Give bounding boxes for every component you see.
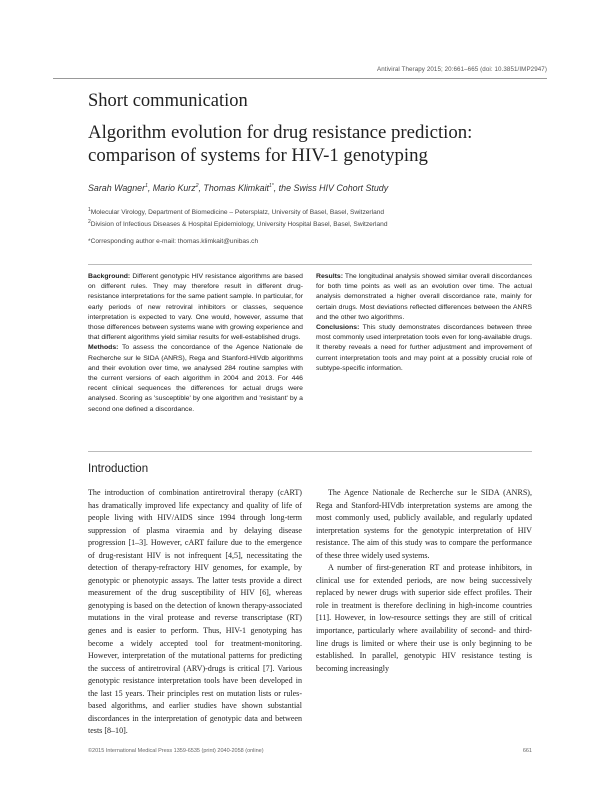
body-paragraph: A number of first-generation RT and protease inhibitors, in clinical use for extended periods, are now being successively replaced by newer drugs with superior side effect profiles. Their role in treatment is therefore declining in high-income countries [11]. However, in low-resource settings they are still of critical importance, particularly where availability of second- and third-line drugs is limited or where their use is only beginning to be established. In parallel, genotypic HIV resistance testing is becoming increasingly [316,563,532,673]
body-column-left [88,487,302,738]
author-name: , Mario Kurz [147,183,196,193]
page-footer [88,748,532,754]
abstract-conclusions: Conclusions: This study demonstrates discordances between three most commonly used interpretation tools even for long-available drugs. It thereby reveals a need for further adjustment and improvement of current interpretation tools and may point at a possibly crucial role of subtype-specific information. [316,324,532,372]
author-name: Sarah Wagner [88,183,146,193]
body-paragraph: The Agence Nationale de Recherche sur le SIDA (ANRS), Rega and Stanford-HIVdb interpretation systems are among the most commonly used, publicly available, and regularly updated interpretation systems for the genotypic interpretation of HIV resistance. The aim of this study was to compare the performance of these three widely used systems. [316,488,532,560]
body-paragraph: The introduction of combination antiretroviral therapy (cART) has dramatically improved life expectancy and quality of life of people living with HIV/AIDS since 1994 through long-term suppression of plasma viraemia and by delaying disease progression [1–3]. However, cART failure due to the emergence of drug-resistant HIV is not infrequent [4,5], necessitating the detection of therapy-refractory HIV genomes, for example, by genotypic or phenotypic assays. The latter tests provide a direct measurement of the drug susceptibility of HIV [6], whereas genotyping is based on the detection of known therapy-associated mutations in the viral protease and reverse transcriptase (RT) genes and is easier to perform. Thus, HIV-1 genotyping has become a widely accepted tool for treatment-monitoring. However, interpretation of the mutational patterns for predicting the success of antiretroviral (ARV)-drugs is critical [7]. Various genotypic resistance interpretation tools have been developed in the last 15 years. Their principles rest on mutation lists or rules-based algorithms, and earlier studies have shown substantial discordances in the interpretation of genotypic data and between tests [8–10]. [88,488,302,736]
header-rule [53,78,547,79]
page-number: 661 [522,748,532,754]
corresponding-author: *Corresponding author e-mail: thomas.klimkait@unibas.ch [88,238,259,245]
abstract [88,264,532,452]
affil-ref: 2 [195,183,199,190]
abstract-methods: Methods: To assess the concordance of the Agence Nationale de Recherche sur le SIDA (ANRS), Rega and Stanford-HIVdb algorithms and their evolution over time, we analysed 284 routine samples with the current versions of each algorithm in 2004 and 2013. For 446 recent clinical sequences the differences for actual drugs were analysed. Scoring as 'susceptible' by one algorithm and 'resistant' by a second one defined a discordance. [88,344,303,413]
abstract-column-left [88,272,303,415]
author-name: , the Swiss HIV Cohort Study [273,183,389,193]
section-label: Short communication [88,91,248,111]
abstract-background: Background: Different genotypic HIV resistance algorithms are based on different rules. They may therefore result in different drug-resistance interpretations for the same patient sample. In particular, for early periods of new retroviral inhibitors or classes, sequence interpretation is expected to vary. One would, however, assume that those differences between systems wane with growing experience and that different algorithms yield similar results for well-established drugs. [88,273,303,342]
author-list [88,183,388,193]
body-column-right [316,487,532,675]
author-name: , Thomas Klimkait [198,183,270,193]
affil-ref: 1* [269,183,274,190]
affiliation: $^2$Division of Infectious Diseases & Hospital Epidemiology, University Hospital Basel, Basel, Switzerland [88,219,388,229]
article-title: Algorithm evolution for drug resistance prediction: comparison of systems for HIV-1 genotyping [88,122,473,166]
affil-ref: 1 [145,183,148,190]
abstract-column-right [316,272,532,374]
copyright-line: ©2015 International Medical Press 1359-6535 (print) 2040-2058 (online) [88,748,264,754]
affiliation: $^1$Molecular Virology, Department of Biomedicine – Petersplatz, University of Basel, Basel, Switzerland [88,207,385,217]
abstract-results: Results: The longitudinal analysis showed similar overall discordances for both time points as well as an evolution over time. The actual analysis demonstrated a higher overall discordance rate, mainly for certain drugs. Most deviations reflected differences between the ANRS and the other two algorithms. [316,273,532,321]
journal-header: Antiviral Therapy 2015; 20:661–665 (doi: 10.3851/IMP2947) [376,66,547,73]
section-heading-introduction: Introduction [88,463,149,475]
